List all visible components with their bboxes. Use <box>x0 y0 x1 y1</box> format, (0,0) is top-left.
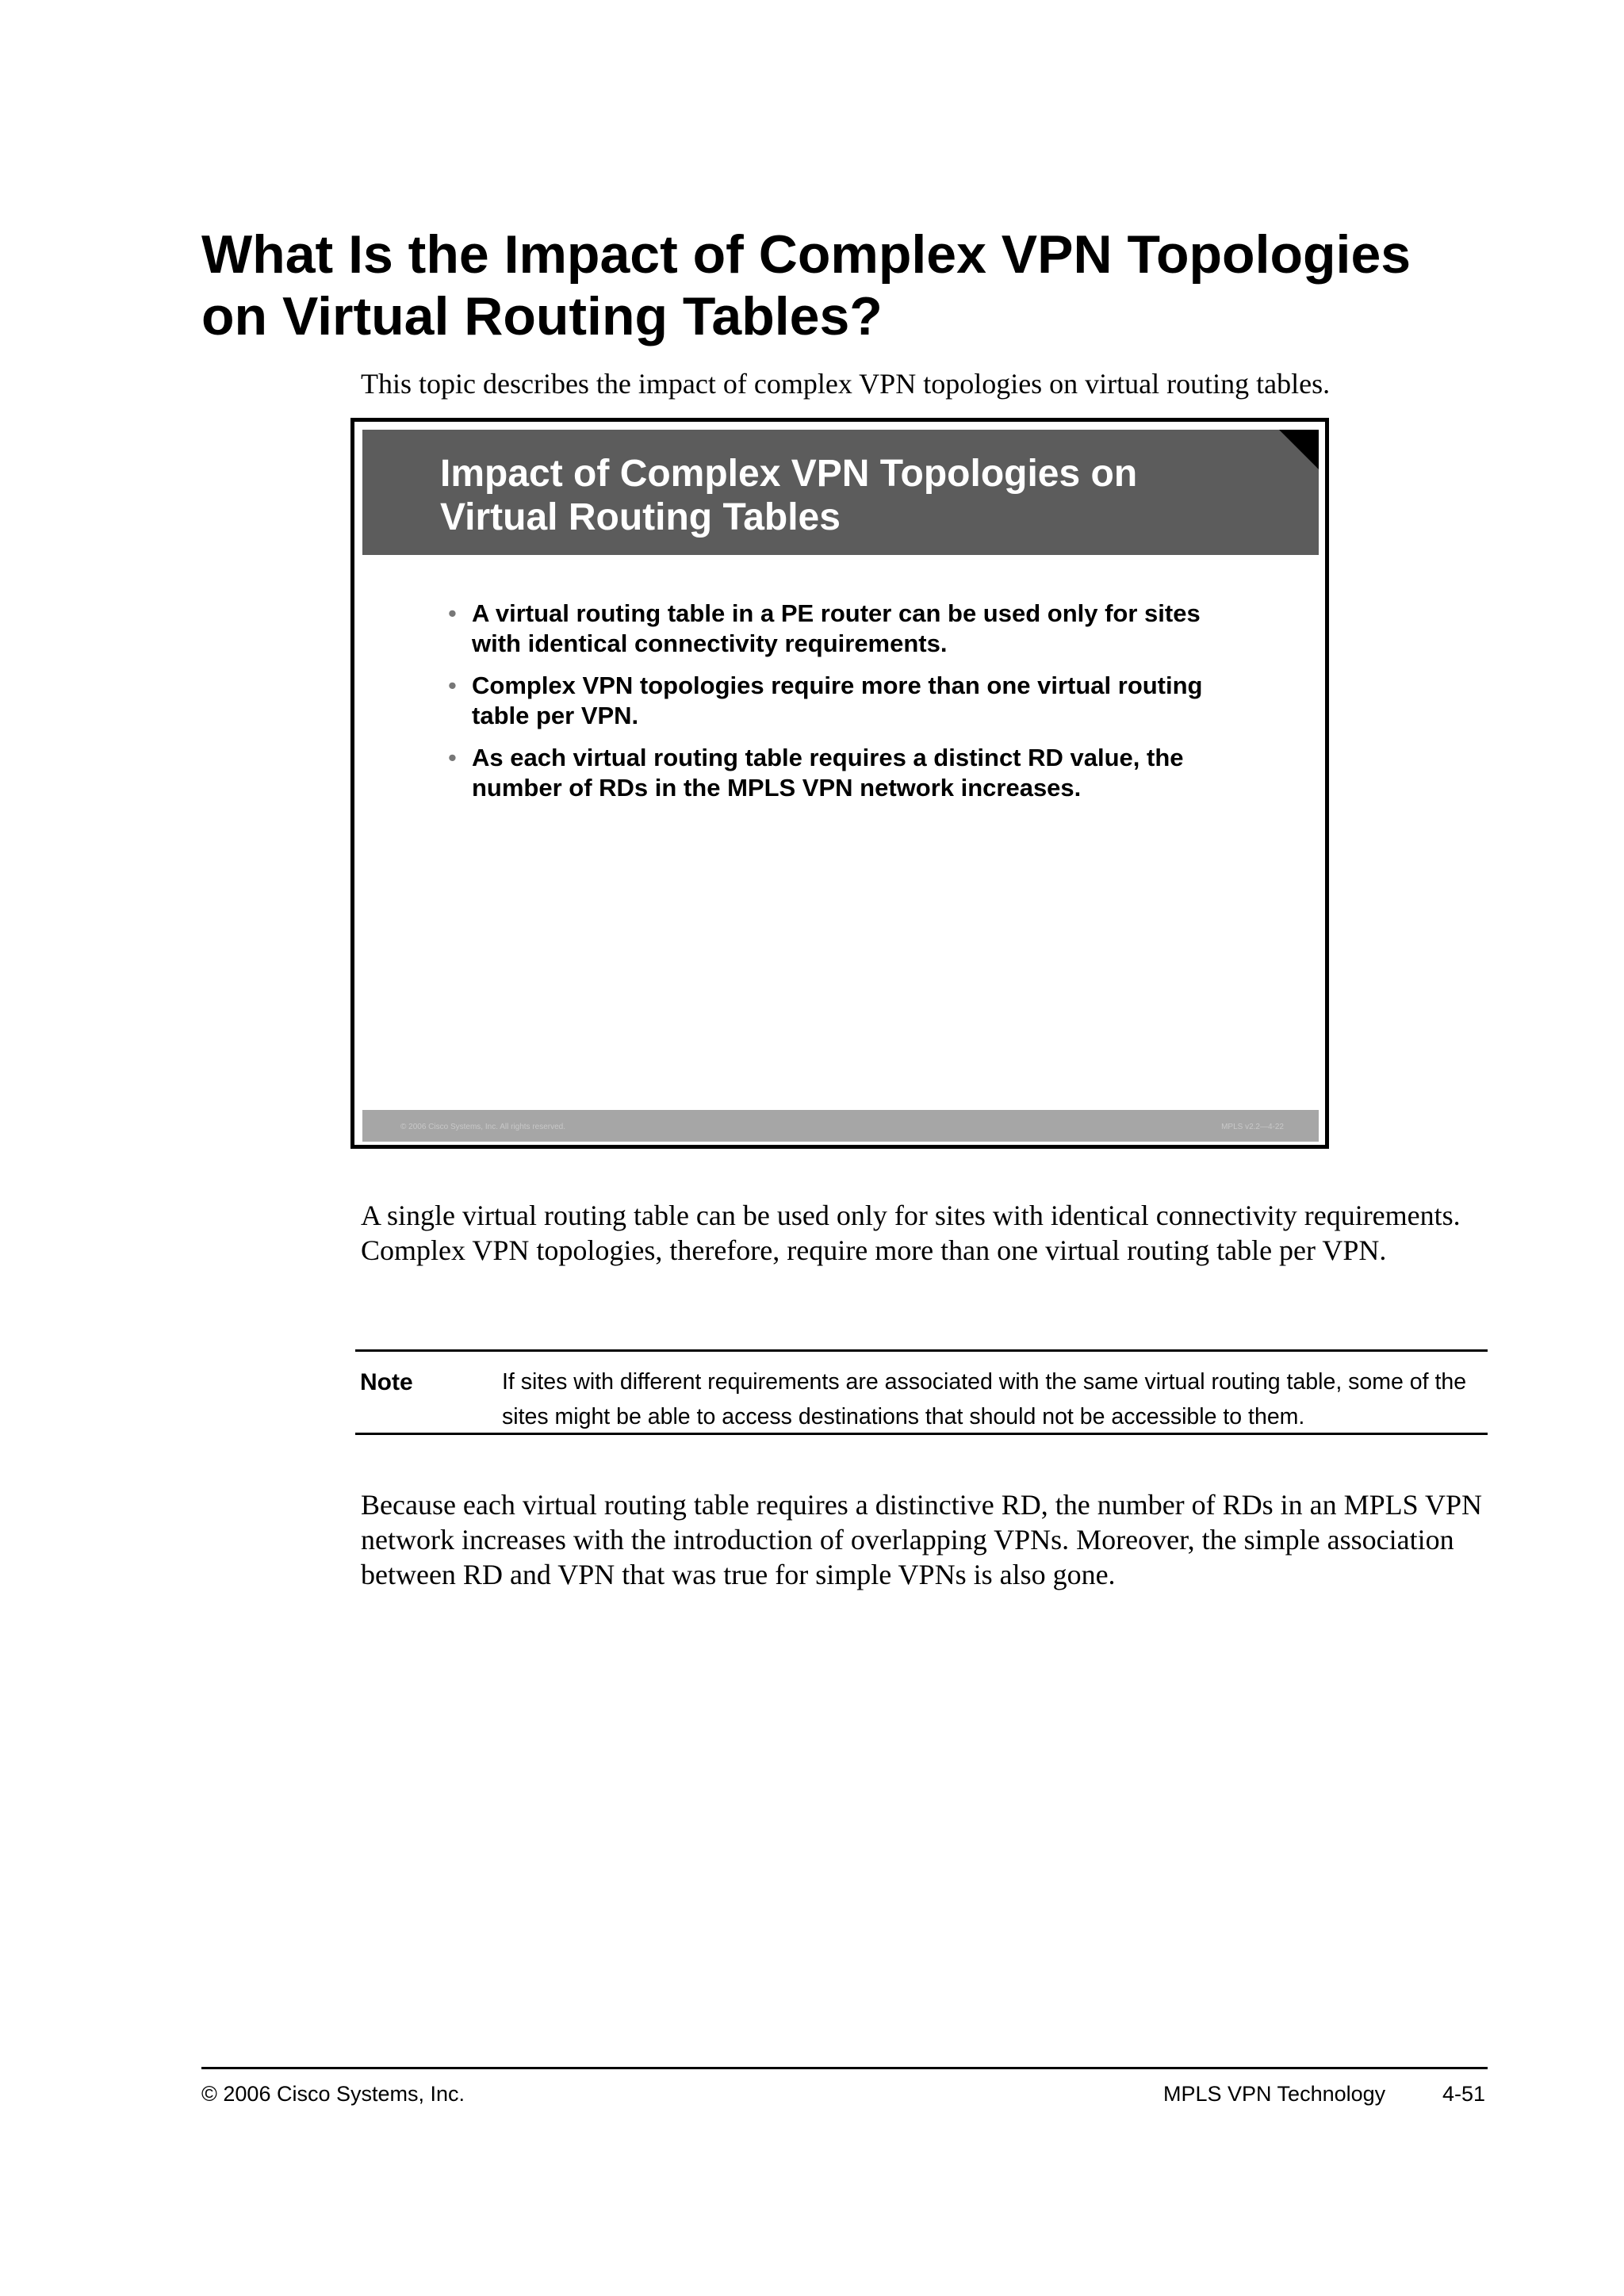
slide-corner-triangle <box>1279 430 1319 469</box>
bullet-icon: • <box>448 672 457 699</box>
body-paragraph-2: Because each virtual routing table requires a distinctive RD, the number of RDs in an MPLS VPN network increases with the introduction of overlapping VPNs. Moreover, the simple association between RD and VPN that was true for simple VPNs is also gone. <box>361 1489 1483 1590</box>
intro-text: This topic describes the impact of complex VPN topologies on virtual routing tables. <box>361 368 1331 400</box>
slide-bullet-list <box>448 599 1241 815</box>
footer-course-title: MPLS VPN Technology <box>1163 2082 1386 2106</box>
note-text: If sites with different requirements are associated with the same virtual routing table, some of the sites might be able to access destinations that should not be accessible to them. <box>502 1369 1467 1429</box>
slide-footer-copyright: © 2006 Cisco Systems, Inc. All rights reserved. <box>400 1123 566 1131</box>
page-title-line-2: on Virtual Routing Tables? <box>201 286 883 346</box>
note-box <box>355 1349 1488 1435</box>
page-title-line-1: What Is the Impact of Complex VPN Topologies <box>201 224 1411 285</box>
slide-title-line-1: Impact of Complex VPN Topologies on <box>440 453 1138 495</box>
bullet-icon: • <box>448 599 457 627</box>
slide-bullet <box>448 599 1241 659</box>
footer-divider <box>201 2067 1488 2069</box>
footer-page-number: 4-51 <box>1442 2082 1486 2106</box>
body-paragraph-1: A single virtual routing table can be used only for sites with identical connectivity requirements. Complex VPN topologies, therefore, require more than one virtual routing table per VPN. <box>361 1200 1461 1266</box>
slide-footer <box>362 1110 1319 1142</box>
slide-bullet-text: As each virtual routing table requires a distinct RD value, the number of RDs in the MPLS VPN network increases. <box>472 744 1184 802</box>
slide-title-line-2: Virtual Routing Tables <box>440 496 841 538</box>
slide-figure <box>350 418 1329 1149</box>
slide-bullet-text: Complex VPN topologies require more than one virtual routing table per VPN. <box>472 672 1203 729</box>
slide-title <box>440 452 1137 539</box>
slide-bullet-text: A virtual routing table in a PE router can be used only for sites with identical connectivity requirements. <box>472 599 1201 657</box>
footer-copyright: © 2006 Cisco Systems, Inc. <box>201 2082 465 2106</box>
note-label: Note <box>360 1369 413 1395</box>
slide-bullet <box>448 671 1241 731</box>
page-title <box>201 224 1549 347</box>
slide-bullet <box>448 743 1241 803</box>
bullet-icon: • <box>448 744 457 771</box>
slide-footer-code: MPLS v2.2—4-22 <box>1221 1123 1284 1131</box>
slide-header <box>362 430 1319 555</box>
